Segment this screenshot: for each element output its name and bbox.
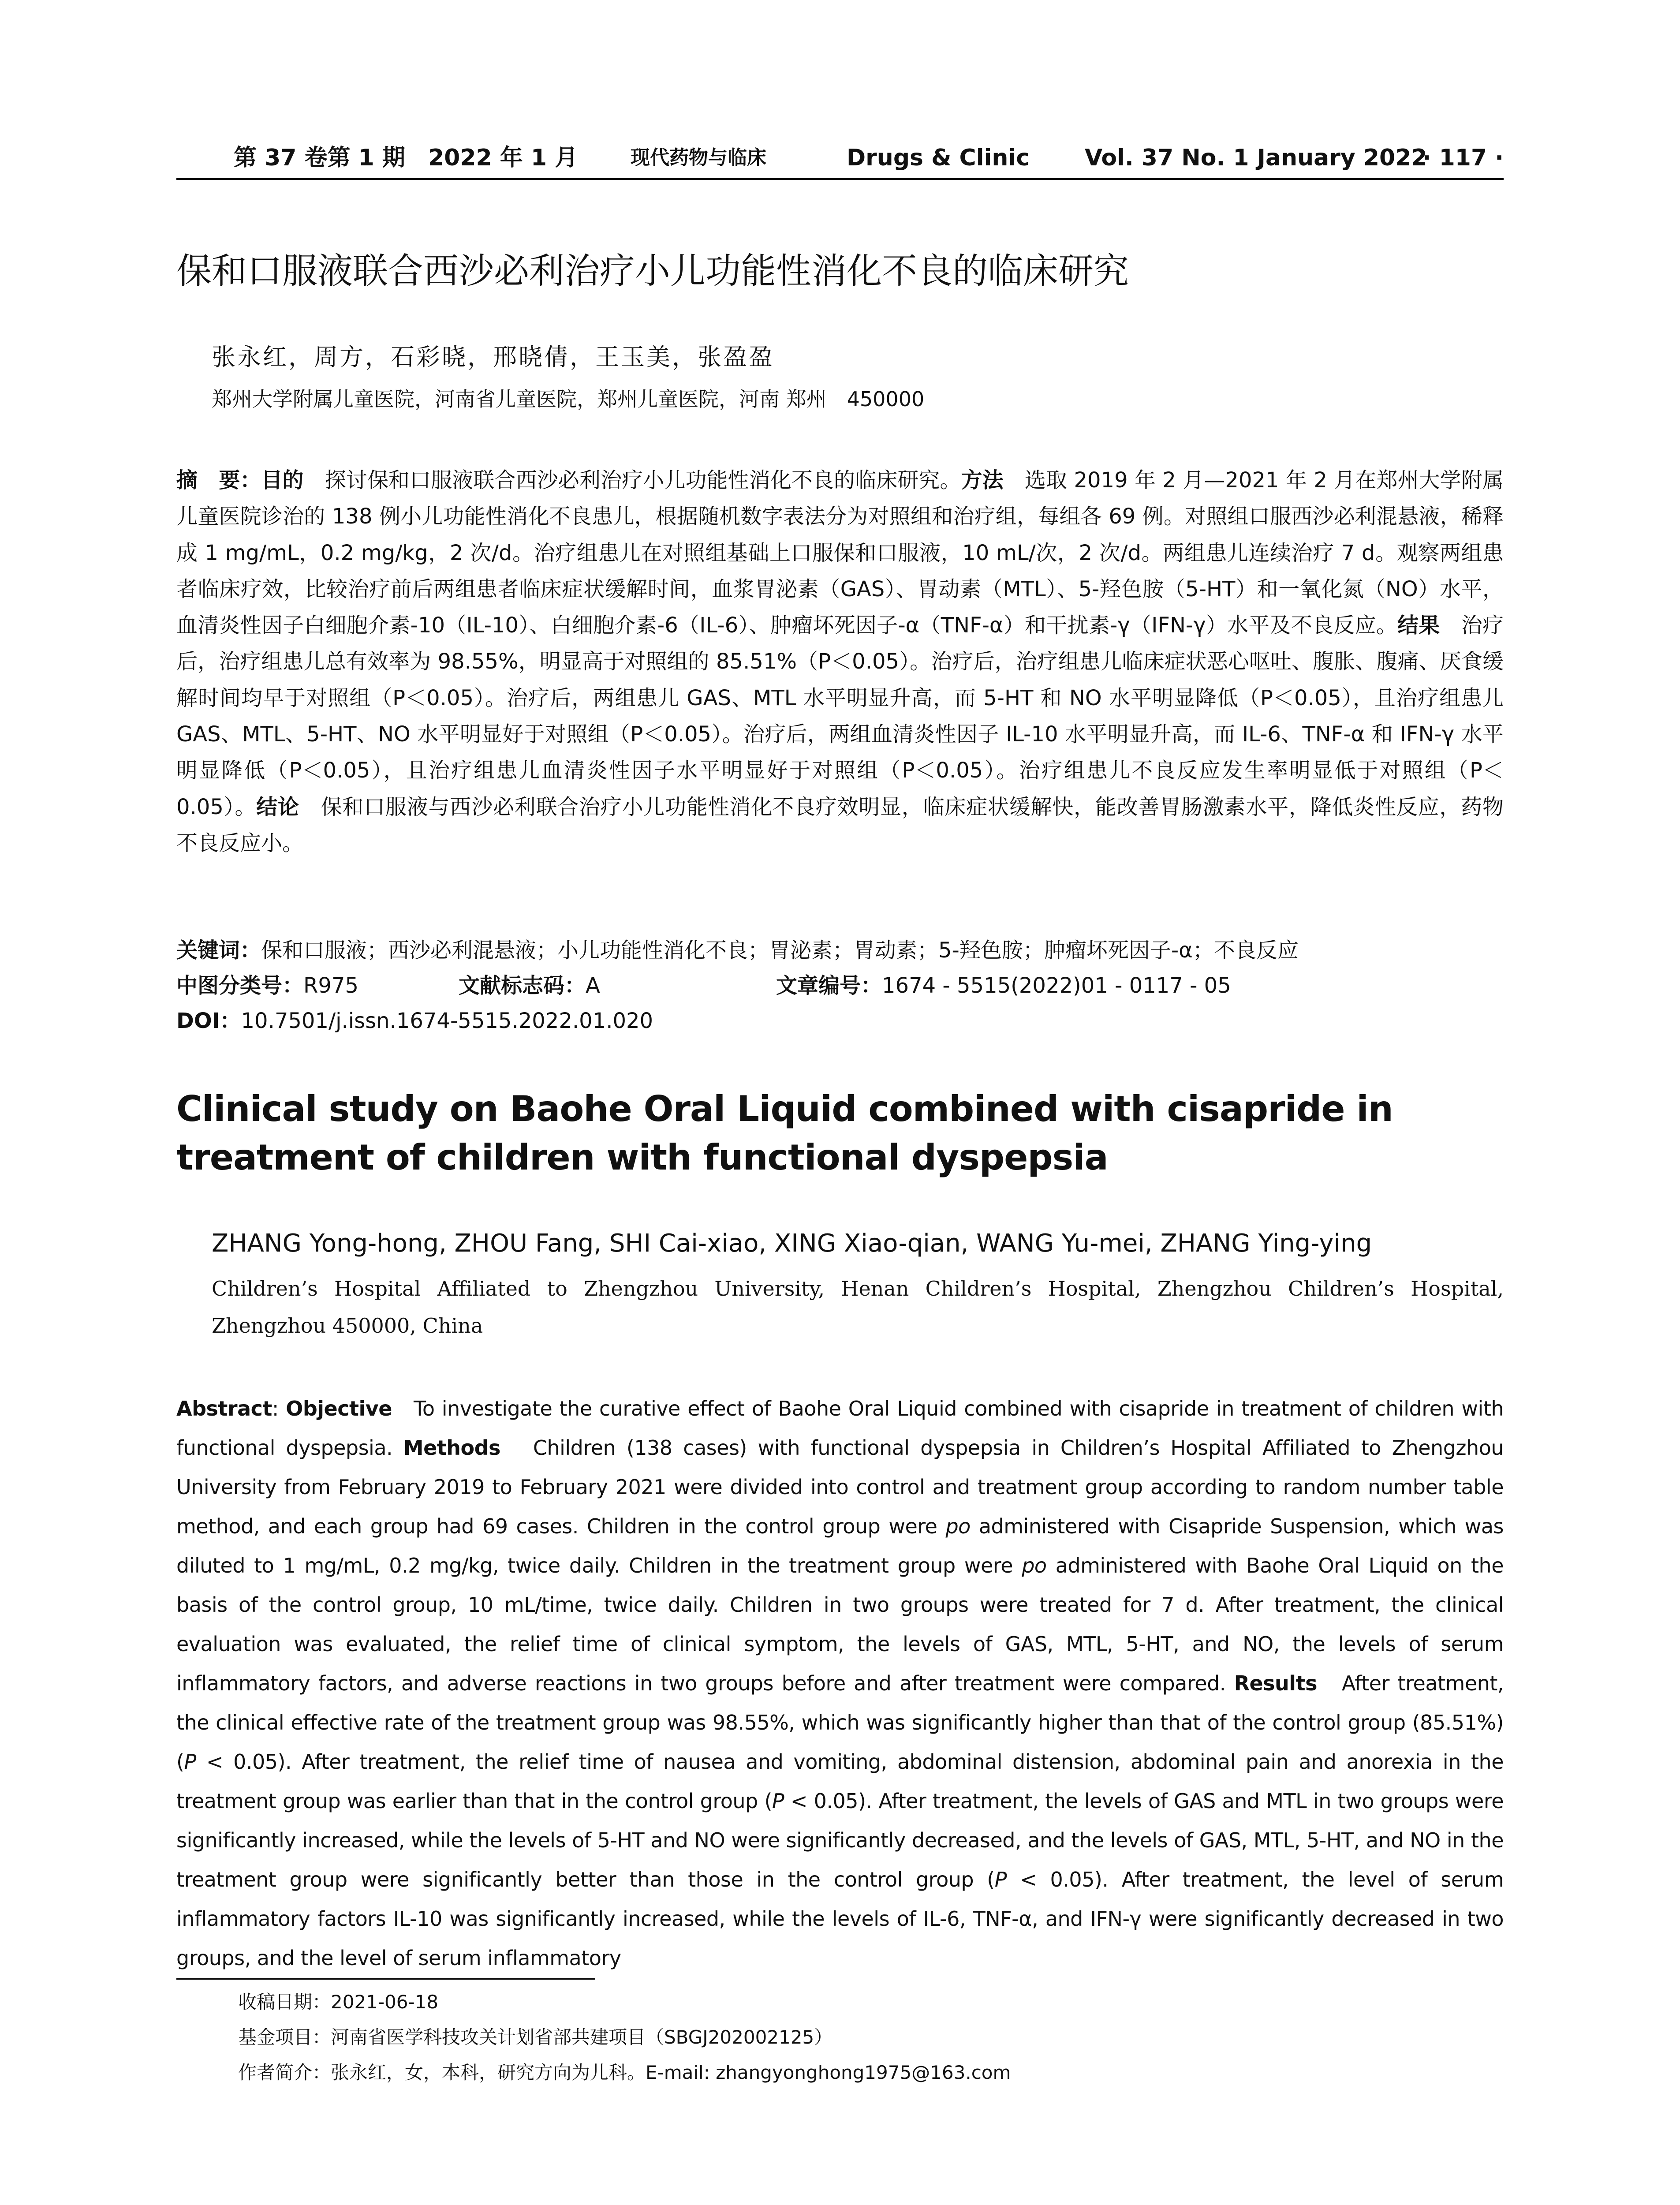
keywords-label: 关键词： — [176, 938, 261, 963]
english-abstract: Abstract: Objective To investigate the curative effect of Baohe Oral Liquid combined with cisapride in treatment of children with functional dyspepsia. Methods Children (138 cases) with functional dyspepsia in Children’s Hospital Affiliated to Zhengzhou University from February 2019 to February 2021 were divided into control and treatment group according to random number table method, and each group had 69 cases. Children in the control group were po administered with Cisapride Suspension, which was diluted to 1 mg/mL, 0.2 mg/kg, twice daily. Children in the treatment group were po administered with Baohe Oral Liquid on the basis of the control group, 10 mL/time, twice daily. Children in two groups were treated for 7 d. After treatment, the clinical evaluation was evaluated, the relief time of clinical symptom, the levels of GAS, MTL, 5-HT, and NO, the levels of serum inflammatory factors, and adverse reactions in two groups before and after treatment were compared. Results After treatment, the clinical effective rate of the treatment group was 98.55%, which was significantly higher than that of the control group (85.51%) (P < 0.05). After treatment, the relief time of nausea and vomiting, abdominal distension, abdominal pain and anorexia in the treatment group was earlier than that in the control group (P < 0.05). After treatment, the levels of GAS and MTL in two groups were significantly increased, while the levels of 5-HT and NO were significantly decreased, and the levels of GAS, MTL, 5-HT, and NO in the treatment group were significantly better than those in the control group (P < 0.05). After treatment, the level of serum inflammatory factors IL-10 was significantly increased, while the levels of IL-6, TNF-α, and IFN-γ were significantly decreased in two groups, and the level of serum inflammatory — [176, 1397, 1504, 1970]
abstract-label-en: Abstract — [176, 1397, 272, 1420]
po-abbrev-2: po — [1022, 1554, 1047, 1577]
document-code-label: 文献标志码： — [459, 973, 586, 998]
methods-text-cn: 选取 2019 年 2 月—2021 年 2 月在郑州大学附属儿童医院诊治的 138 例小儿功能性消化不良患儿，根据随机数字表法分为对照组和治疗组，每组各 69 例。对照组口服西沙必利混悬液，稀释成 1 mg/mL，0.2 mg/kg，2 次/d。治疗组患儿在对照组基础上口服保和口服液，10 mL/次，2 次/d。两组患儿连续治疗 7 d。观察两组患者临床疗效，比较治疗前后两组患者临床症状缓解时间，血浆胃泌素（GAS）、胃动素（MTL）、5-羟色胺（5-HT）和一氧化氮（NO）水平，血清炎性因子白细胞介素-10（IL-10）、白细胞介素-6（IL-6）、肿瘤坏死因子-α（TNF-α）和干扰素-γ（IFN-γ）水平及不良反应。 — [176, 468, 1504, 638]
results-text-en-4: < 0.05). After treatment, the level of serum inflammatory factors IL-10 was significantly increased, while the levels of IL-6, TNF-α, and IFN-γ were significantly decreased in two groups, and the level of serum inflammatory — [176, 1868, 1504, 1970]
english-affiliation: Children’s Hospital Affiliated to Zhengzhou University, Henan Children’s Hospital, Zhengzhou Children’s Hospital, Zhengzhou 450000, China — [212, 1277, 1504, 1338]
results-text-en-1: After treatment, the clinical effective rate of the treatment group was 98.55%, which was significantly higher than that of the control group (85.51%) ( — [176, 1671, 1504, 1774]
chinese-title: 保和口服液联合西沙必利治疗小儿功能性消化不良的临床研究 — [176, 250, 1129, 292]
received-date: 2021-06-18 — [331, 1991, 439, 2013]
objective-text-en: To investigate the curative effect of Baohe Oral Liquid combined with cisapride in treatment of children with functional dyspepsia. — [176, 1397, 1504, 1460]
doi-label: DOI： — [176, 1009, 241, 1033]
article-number-label: 文章编号： — [776, 973, 882, 998]
conclusion-text-cn: 保和口服液与西沙必利联合治疗小儿功能性消化不良疗效明显，临床症状缓解快，能改善胃肠激素水平，降低炎性反应，药物不良反应小。 — [176, 794, 1504, 856]
objective-label-en: Objective — [286, 1397, 392, 1420]
chinese-authors: 张永红，周方，石彩晓，邢晓倩，王玉美，张盈盈 — [212, 343, 774, 371]
chinese-affiliation: 郑州大学附属儿童医院，河南省儿童医院，郑州儿童医院，河南 郑州 450000 — [212, 387, 925, 411]
keywords-text: 保和口服液；西沙必利混悬液；小儿功能性消化不良；胃泌素；胃动素；5-羟色胺；肿瘤坏死因子-α；不良反应 — [261, 938, 1299, 963]
abstract-label-cn: 摘 要： — [176, 468, 261, 493]
footnote-fund — [238, 2024, 1473, 2051]
keywords-line — [176, 935, 1504, 966]
fund-text: 河南省医学科技攻关计划省部共建项目（SBGJ202002125） — [331, 2026, 833, 2048]
objective-label-cn: 目的 — [261, 468, 304, 493]
methods-label-cn: 方法 — [961, 468, 1004, 493]
running-header — [176, 140, 1504, 180]
journal-name-cn: 现代药物与临床 — [631, 146, 766, 169]
results-text-en-3: < 0.05). After treatment, the levels of GAS and MTL in two groups were significantly increased, while the levels of 5-HT and NO were significantly decreased, and the levels of GAS, MTL, 5-HT, and NO in the treatment group were significantly better than those in the control group ( — [176, 1789, 1504, 1891]
methods-label-en: Methods — [403, 1436, 500, 1460]
classification-line — [176, 970, 1504, 1001]
issue-info: 第 37 卷第 1 期 2022 年 1 月 — [234, 145, 578, 171]
doi-value: 10.7501/j.issn.1674-5515.2022.01.020 — [241, 1009, 653, 1033]
chinese-abstract — [176, 462, 1504, 861]
journal-name-en: Drugs & Clinic — [847, 145, 1030, 171]
document-code-value: A — [586, 973, 600, 998]
doi-line — [176, 1005, 1504, 1036]
footnote-received — [238, 1989, 1473, 2015]
footnote-author-bio — [238, 2059, 1473, 2086]
bio-label: 作者简介： — [238, 2062, 331, 2083]
english-authors: ZHANG Yong-hong, ZHOU Fang, SHI Cai-xiao, XING Xiao-qian, WANG Yu-mei, ZHANG Ying-ying — [212, 1229, 1372, 1258]
results-label-en: Results — [1234, 1671, 1317, 1695]
methods-text-en-3: administered with Baohe Oral Liquid on the basis of the control group, 10 mL/time, twice daily. Children in two groups were treated for 7 d. After treatment, the clinical evaluation was evaluated, the relief time of clinical symptom, the levels of GAS, MTL, 5-HT, and NO, the levels of serum inflammatory factors, and adverse reactions in two groups before and after treatment were compared. — [176, 1554, 1504, 1695]
results-text-en-2: < 0.05). After treatment, the relief time of nausea and vomiting, abdominal distension, abdominal pain and anorexia in the treatment group was earlier than that in the control group ( — [176, 1750, 1504, 1813]
received-label: 收稿日期： — [238, 1991, 331, 2013]
footnote-divider — [176, 1978, 595, 1980]
fund-label: 基金项目： — [238, 2026, 331, 2048]
methods-text-en-1: Children (138 cases) with functional dyspepsia in Children’s Hospital Affiliated to Zhengzhou University from February 2019 to February 2021 were divided into control and treatment group according to random number table method, and each group had 69 cases. Children in the control group were — [176, 1436, 1504, 1538]
clc-label: 中图分类号： — [176, 973, 304, 998]
english-title: Clinical study on Baohe Oral Liquid combined with cisapride in treatment of children with functional dyspepsia — [176, 1088, 1393, 1178]
volume-info: Vol. 37 No. 1 January 2022 — [1085, 145, 1427, 171]
results-label-cn: 结果 — [1397, 613, 1440, 638]
page-number: · 117 · — [1422, 145, 1504, 171]
objective-text-cn: 探讨保和口服液联合西沙必利治疗小儿功能性消化不良的临床研究。 — [303, 468, 961, 493]
methods-text-en-2: administered with Cisapride Suspension, which was diluted to 1 mg/mL, 0.2 mg/kg, twice daily. Children in the treatment group were — [176, 1514, 1504, 1577]
article-number-value: 1674 - 5515(2022)01 - 0117 - 05 — [882, 973, 1231, 998]
po-abbrev-1: po — [945, 1514, 971, 1538]
p-symbol-2: P — [772, 1789, 784, 1813]
clc-value: R975 — [303, 973, 358, 998]
p-symbol-3: P — [994, 1868, 1007, 1891]
results-text-cn: 治疗后，治疗组患儿总有效率为 98.55%，明显高于对照组的 85.51%（P＜0.05）。治疗后，治疗组患儿临床症状恶心呕吐、腹胀、腹痛、厌食缓解时间均早于对照组（P＜0.05）。治疗后，两组患儿 GAS、MTL 水平明显升高，而 5-HT 和 NO 水平明显降低（P＜0.05），且治疗组患儿 GAS、MTL、5-HT、NO 水平明显好于对照组（P＜0.05）。治疗后，两组血清炎性因子 IL-10 水平明显升高，而 IL-6、TNF-α 和 IFN-γ 水平明显降低（P＜0.05），且治疗组患儿血清炎性因子水平明显好于对照组（P＜0.05）。治疗组患儿不良反应发生率明显低于对照组（P＜0.05）。 — [176, 613, 1504, 819]
p-symbol-1: P — [184, 1750, 196, 1774]
conclusion-label-cn: 结论 — [256, 794, 299, 819]
bio-text: 张永红，女，本科，研究方向为儿科。E-mail: zhangyonghong1975@163.com — [331, 2062, 1011, 2083]
